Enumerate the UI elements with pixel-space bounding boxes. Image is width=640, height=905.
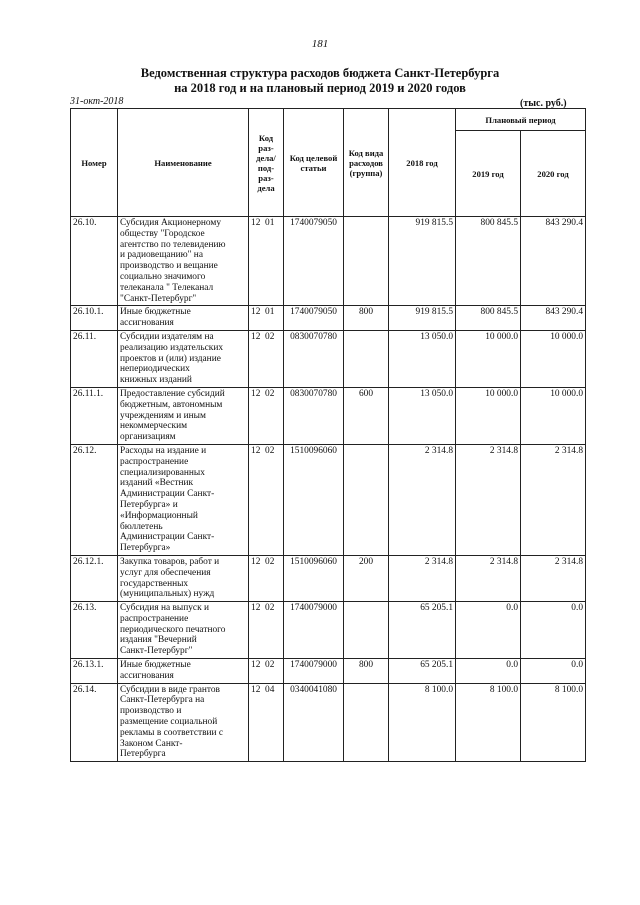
subsection-code: 04: [265, 684, 275, 695]
row-number: 26.12.1.: [71, 555, 118, 601]
row-section-code: [249, 217, 284, 306]
row-number: 26.10.: [71, 217, 118, 306]
table-row: [71, 555, 586, 601]
row-target-code: 1740079050: [284, 306, 344, 331]
row-section-code: [249, 306, 284, 331]
header-number: Номер: [71, 109, 118, 217]
row-amount-2019: 10 000.0: [456, 330, 521, 387]
row-section-code: [249, 330, 284, 387]
table-row: [71, 444, 586, 555]
row-amount-2019: 800 845.5: [456, 306, 521, 331]
budget-table: [70, 108, 586, 762]
row-number: 26.12.: [71, 444, 118, 555]
row-name: Предоставление субсидий бюджетным, автономным учреждениям и иным некоммерческим организациям: [118, 387, 249, 444]
row-target-code: 0340041080: [284, 683, 344, 762]
row-expense-type-code: [344, 217, 389, 306]
section-code: 12: [251, 388, 261, 399]
row-amount-2018: 65 205.1: [389, 602, 456, 659]
row-number: 26.13.: [71, 602, 118, 659]
row-amount-2018: 13 050.0: [389, 330, 456, 387]
row-name: Субсидия Акционерному обществу "Городское агентство по телевидению и радиовещанию" на производство и вещание социально значимого телеканала " Телеканал "Санкт-Петербург": [118, 217, 249, 306]
table-row: [71, 602, 586, 659]
row-name: Субсидии в виде грантов Санкт-Петербурга на производство и размещение социальной рекламы в соответствии с Законом Санкт- Петербурга: [118, 683, 249, 762]
row-target-code: 1740079000: [284, 602, 344, 659]
row-amount-2018: 8 100.0: [389, 683, 456, 762]
document-date: 31-окт-2018: [70, 96, 124, 107]
row-amount-2020: 0.0: [521, 659, 586, 684]
row-target-code: 1740079000: [284, 659, 344, 684]
row-amount-2018: 65 205.1: [389, 659, 456, 684]
subsection-code: 01: [265, 218, 275, 228]
row-target-code: 0830070780: [284, 330, 344, 387]
section-code: 12: [251, 660, 261, 671]
subsection-code: 02: [265, 445, 275, 456]
subsection-code: 02: [265, 331, 275, 342]
row-amount-2019: 0.0: [456, 602, 521, 659]
table-row: [71, 659, 586, 684]
section-code: 12: [251, 331, 261, 342]
header-target-code: Код целевой статьи: [284, 109, 344, 217]
row-target-code: 1740079050: [284, 217, 344, 306]
row-amount-2019: 2 314.8: [456, 555, 521, 601]
row-section-code: [249, 659, 284, 684]
row-amount-2020: 843 290.4: [521, 306, 586, 331]
row-amount-2020: 2 314.8: [521, 444, 586, 555]
row-amount-2018: 2 314.8: [389, 444, 456, 555]
row-expense-type-code: [344, 330, 389, 387]
row-amount-2019: 2 314.8: [456, 444, 521, 555]
row-number: 26.11.1.: [71, 387, 118, 444]
row-expense-type-code: [344, 602, 389, 659]
table-row: [71, 306, 586, 331]
document-title: [0, 66, 640, 96]
header-planned-period: Плановый период: [456, 109, 586, 131]
row-name: Субсидии издателям на реализацию издательских проектов и (или) издание непериодических книжных изданий: [118, 330, 249, 387]
row-amount-2019: 8 100.0: [456, 683, 521, 762]
subsection-code: 01: [265, 307, 275, 318]
subsection-code: 02: [265, 660, 275, 671]
row-section-code: [249, 602, 284, 659]
header-section-code: Код раз-дела/ под-раз-дела: [249, 109, 284, 217]
row-number: 26.11.: [71, 330, 118, 387]
header-year-2020: 2020 год: [521, 131, 586, 217]
row-expense-type-code: 600: [344, 387, 389, 444]
header-name: Наименование: [118, 109, 249, 217]
row-name: Субсидия на выпуск и распространение периодического печатного издания "Вечерний Санкт-Петербург": [118, 602, 249, 659]
page-number: 181: [311, 38, 329, 50]
row-amount-2018: 13 050.0: [389, 387, 456, 444]
row-amount-2020: 8 100.0: [521, 683, 586, 762]
row-name: Иные бюджетные ассигнования: [118, 306, 249, 331]
row-amount-2018: 2 314.8: [389, 555, 456, 601]
section-code: 12: [251, 603, 261, 614]
row-amount-2020: 10 000.0: [521, 330, 586, 387]
row-name: Расходы на издание и распространение специализированных изданий «Вестник Администрации Санкт- Петербурга» и «Информационный бюллетень Администрации Санкт- Петербурга»: [118, 444, 249, 555]
row-section-code: [249, 387, 284, 444]
row-target-code: 1510096060: [284, 444, 344, 555]
subsection-code: 02: [265, 388, 275, 399]
row-amount-2019: 0.0: [456, 659, 521, 684]
row-expense-type-code: [344, 444, 389, 555]
row-section-code: [249, 444, 284, 555]
row-section-code: [249, 683, 284, 762]
title-line-1: Ведомственная структура расходов бюджета Санкт-Петербурга: [140, 66, 500, 80]
section-code: 12: [251, 218, 261, 228]
table-row: [71, 217, 586, 306]
row-amount-2020: 843 290.4: [521, 217, 586, 306]
row-expense-type-code: 200: [344, 555, 389, 601]
row-expense-type-code: 800: [344, 306, 389, 331]
row-number: 26.14.: [71, 683, 118, 762]
section-code: 12: [251, 556, 261, 567]
row-amount-2018: 919 815.5: [389, 217, 456, 306]
row-expense-type-code: [344, 683, 389, 762]
row-amount-2019: 10 000.0: [456, 387, 521, 444]
table-row: [71, 330, 586, 387]
row-amount-2018: 919 815.5: [389, 306, 456, 331]
units-label: (тыс. руб.): [520, 98, 567, 109]
row-amount-2020: 0.0: [521, 602, 586, 659]
subsection-code: 02: [265, 556, 275, 567]
section-code: 12: [251, 684, 261, 695]
table-row: [71, 683, 586, 762]
row-target-code: 0830070780: [284, 387, 344, 444]
row-target-code: 1510096060: [284, 555, 344, 601]
row-amount-2020: 10 000.0: [521, 387, 586, 444]
subsection-code: 02: [265, 603, 275, 614]
section-code: 12: [251, 307, 261, 318]
section-code: 12: [251, 445, 261, 456]
row-section-code: [249, 555, 284, 601]
table-body: [71, 217, 586, 762]
header-expense-type-code: Код вида расходов (группа): [344, 109, 389, 217]
header-year-2019: 2019 год: [456, 131, 521, 217]
header-year-2018: 2018 год: [389, 109, 456, 217]
row-name: Иные бюджетные ассигнования: [118, 659, 249, 684]
title-line-2: на 2018 год и на плановый период 2019 и 2020 годов: [174, 81, 466, 95]
row-expense-type-code: 800: [344, 659, 389, 684]
row-number: 26.13.1.: [71, 659, 118, 684]
row-number: 26.10.1.: [71, 306, 118, 331]
row-amount-2020: 2 314.8: [521, 555, 586, 601]
row-amount-2019: 800 845.5: [456, 217, 521, 306]
row-name: Закупка товаров, работ и услуг для обеспечения государственных (муниципальных) нужд: [118, 555, 249, 601]
table-row: [71, 387, 586, 444]
